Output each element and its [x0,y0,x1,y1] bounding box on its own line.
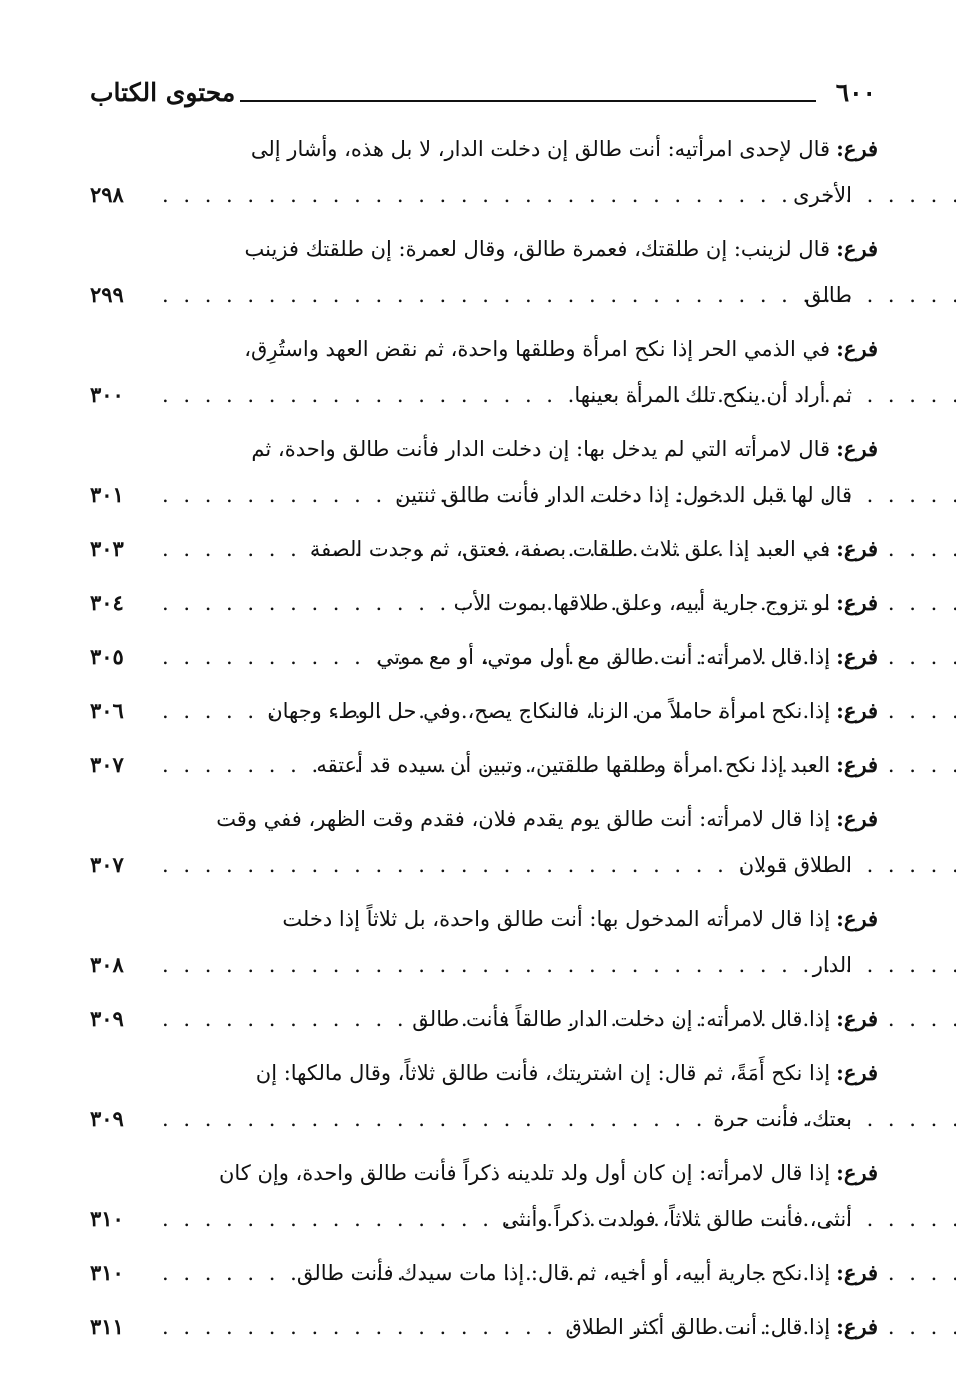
entry-page-number: ٣٠٨ [90,952,124,977]
entry-page-number: ٢٩٩ [90,282,124,307]
entry-label: فرع: [836,1314,878,1339]
entry-label: فرع: [836,806,878,831]
dot-leader [162,688,257,734]
entry-page-number: ٣١١ [90,1314,124,1339]
entry-text: إذا نكح أَمَةً، ثم قال: إن اشتريتك، فأنت طالق ثلاثاً، وقال مالكها: إن [255,1061,831,1085]
entry-label: فرع: [836,752,878,777]
dot-leader [162,1304,556,1350]
entry-label: فرع: [836,136,878,161]
page-title: محتوى الكتاب [90,78,236,107]
entry-first-line [90,896,878,942]
entry-page-number: ٣٠٧ [90,852,124,877]
dot-leader [162,580,444,626]
entry-text: إذا قال لامرأته: أنت طالق يوم يقدم فلان، فقدم وقت الظهر، ففي وقت [216,807,831,831]
entry-text-continued: الدار [812,953,852,977]
toc-entry[interactable] [90,1150,878,1242]
entry-page-number: ٣٠٩ [90,1006,124,1031]
entry-page-number: ٣٠٣ [90,536,124,561]
entry-first-line [90,426,878,472]
entry-text: إذا قال لامرأته: إن دخلت الدار طالقاً فأنت طالق [412,1007,831,1031]
entry-line [90,742,878,788]
entry-line [90,526,878,572]
entry-label: فرع: [836,1160,878,1185]
toc-entry[interactable] [90,580,878,626]
entry-last-line [90,272,878,318]
entry-last-line [90,942,878,988]
entry-label: فرع: [836,1260,878,1285]
dot-leader [162,742,306,788]
entry-last-line [90,842,878,888]
entry-label: فرع: [836,236,878,261]
toc-entry[interactable] [90,326,878,418]
entry-page-number: ٣٠١ [90,482,124,507]
entry-line [90,580,878,626]
toc-entry[interactable] [90,996,878,1042]
entry-page-number: ٣٠٧ [90,752,124,777]
entry-text: قال لإحدى امرأتيه: أنت طالق إن دخلت الدار، لا بل هذه، وأشار إلى [250,137,831,161]
entry-text: إذا نكح جارية أبيه، أو أخيه، ثم قال: إذا مات سيدك فأنت طالق [296,1261,831,1285]
dot-leader [162,472,385,518]
entry-first-line [90,126,878,172]
entry-text: قال لامرأته التي لم يدخل بها: إن دخلت الدار فأنت طالق واحدة، ثم [251,437,831,461]
entry-page-number: ٣٠٦ [90,698,124,723]
toc-entry[interactable] [90,526,878,572]
entry-last-line [90,1096,878,1142]
entry-page-number: ٣٠٤ [90,590,124,615]
toc-entry[interactable] [90,796,878,888]
entry-text: قال لزينب: إن طلقتك، فعمرة طالق، وقال لعمرة: إن طلقتك فزينب [244,237,831,261]
entry-page-number: ٣٠٥ [90,644,124,669]
entry-last-line [90,172,878,218]
toc-entry[interactable] [90,1304,878,1350]
entry-text-continued: طالق [804,283,852,307]
entry-first-line [90,1050,878,1096]
entry-text: العبد إذا نكح امرأة وطلقها طلقتين، وتبين أن سيده قد أعتقه [316,753,831,777]
entry-text-continued: أنثى، فأنت طالق ثلاثاً، فولدت ذكراً وأنثى [501,1207,852,1231]
dot-leader [162,172,783,218]
entry-label: فرع: [836,644,878,669]
entry-first-line [90,796,878,842]
entry-label: فرع: [836,906,878,931]
entry-label: فرع: [836,336,878,361]
entry-text: إذا قال لامرأته المدخول بها: أنت طالق واحدة، بل ثلاثاً إذا دخلت [282,907,831,931]
dot-leader [162,1096,703,1142]
toc-entry[interactable] [90,688,878,734]
toc-entry[interactable] [90,126,878,218]
entry-text: في العبد إذا علق ثلاث طلقات بصفة، فعتق، ثم وجدت الصفة [309,537,831,561]
entry-page-number: ٣٠٠ [90,382,124,407]
toc-entry[interactable] [90,742,878,788]
entry-label: فرع: [836,536,878,561]
entry-line [90,1250,878,1296]
entry-line [90,634,878,680]
entry-first-line [90,326,878,372]
page-number: ٦٠٠ [835,78,876,107]
entry-last-line [90,472,878,518]
entry-text: لو تزوج جارية أبيه، وعلق طلاقها بموت الأب [453,591,831,615]
entry-line [90,996,878,1042]
toc-entry[interactable] [90,426,878,518]
entry-text: إذا قال: أنت طالق أكثر الطلاق [565,1315,831,1339]
entry-text: إذا قال لامرأته: أنت طالق مع أول موتي، أو مع موتي [376,645,831,669]
entry-text: إذا نكح امرأة حاملاً من الزنا، فالنكاح يصح، وفي حل الوطء وجهان [267,699,831,723]
entry-last-line [90,1196,878,1242]
entry-text: إذا قال لامرأته: إن كان أول ولد تلدينه ذكراً فأنت طالق واحدة، وإن كان [218,1161,831,1185]
dot-leader [162,1196,492,1242]
entry-text-continued: ثم أراد أن ينكح تلك المرأة بعينها [574,383,852,407]
entry-text-continued: الطلاق قولان [738,853,852,877]
entry-label: فرع: [836,590,878,615]
entry-first-line [90,1150,878,1196]
entry-line [90,688,878,734]
entry-page-number: ٢٩٨ [90,182,124,207]
dot-leader [162,1250,287,1296]
dot-leader [162,842,729,888]
entry-label: فرع: [836,1060,878,1085]
toc-entry[interactable] [90,1050,878,1142]
header-rule [240,100,816,102]
book-page [90,72,878,1358]
dot-leader [162,372,564,418]
toc-entry[interactable] [90,226,878,318]
toc-entry[interactable] [90,634,878,680]
running-head [90,72,878,116]
toc-entry[interactable] [90,1250,878,1296]
entry-last-line [90,372,878,418]
entry-label: فرع: [836,1006,878,1031]
entry-text-continued: الأخرى [793,183,852,207]
entry-text-continued: بعتك، فأنت حرة [713,1107,852,1131]
dot-leader [162,272,795,318]
entry-first-line [90,226,878,272]
entry-label: فرع: [836,698,878,723]
entry-page-number: ٣١٠ [90,1260,124,1285]
entry-page-number: ٣٠٩ [90,1106,124,1131]
entry-text-continued: قال لها قبل الدخول: إذا دخلت الدار فأنت طالق ثنتين [395,483,852,507]
entry-page-number: ٣١٠ [90,1206,124,1231]
dot-leader [162,996,402,1042]
toc-entry[interactable] [90,896,878,988]
dot-leader [162,634,367,680]
dot-leader [162,526,300,572]
entry-line [90,1304,878,1350]
toc-entries [90,126,878,1350]
entry-label: فرع: [836,436,878,461]
dot-leader [162,942,803,988]
entry-text: في الذمي الحر إذا نكح امرأة وطلقها واحدة، ثم نقض العهد واستُرِق، [244,337,831,361]
